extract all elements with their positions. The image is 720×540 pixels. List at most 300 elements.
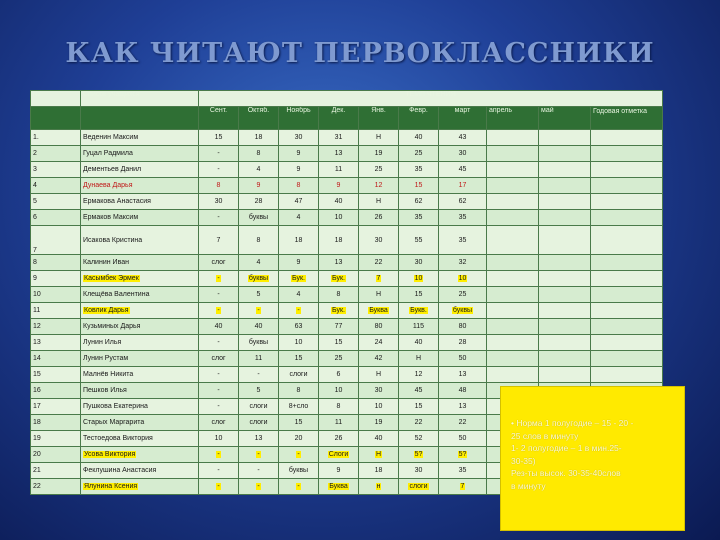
- tempo-value: буквы: [248, 275, 269, 282]
- tempo-cell: [359, 319, 399, 335]
- tempo-cell: [359, 287, 399, 303]
- tempo-cell: [591, 194, 663, 210]
- tempo-cell: [439, 319, 487, 335]
- tempo-value: 8: [256, 236, 261, 244]
- tempo-value: 30: [414, 259, 423, 266]
- table-row: [31, 319, 663, 335]
- tempo-cell: [239, 287, 279, 303]
- tempo-value: -: [217, 166, 220, 173]
- tempo-value: 9: [296, 166, 301, 173]
- tempo-value: -: [217, 214, 220, 221]
- month-header: Янв.: [359, 107, 399, 130]
- tempo-value: 17: [458, 182, 467, 189]
- tempo-cell: [279, 178, 319, 194]
- tempo-cell: [279, 447, 319, 463]
- month-header: Ноябрь: [279, 107, 319, 130]
- tempo-value: 26: [374, 214, 383, 221]
- tempo-value: 50: [458, 435, 467, 442]
- tempo-cell: [539, 351, 591, 367]
- tempo-cell: [439, 479, 487, 495]
- student-name: [81, 303, 199, 319]
- tempo-cell: [399, 226, 439, 255]
- tempo-cell: [399, 178, 439, 194]
- tempo-value: 22: [374, 259, 383, 266]
- tempo-cell: [439, 383, 487, 399]
- student-name-text: Дунаева Дарья: [83, 182, 133, 189]
- tempo-cell: [359, 463, 399, 479]
- month-header: Дек.: [319, 107, 359, 130]
- tempo-cell: [487, 335, 539, 351]
- tempo-cell: [487, 287, 539, 303]
- tempo-value: 52: [414, 435, 423, 442]
- page-title: КАК ЧИТАЮТ ПЕРВОКЛАССНИКИ: [65, 38, 655, 69]
- tempo-cell: [439, 351, 487, 367]
- student-name: [81, 146, 199, 162]
- tempo-cell: [279, 431, 319, 447]
- tempo-cell: [319, 399, 359, 415]
- tempo-value: 7: [216, 236, 221, 244]
- tempo-value: Буква: [369, 307, 388, 314]
- tempo-value: 7: [460, 483, 465, 490]
- tempo-cell: [239, 351, 279, 367]
- row-number: 13: [31, 335, 81, 351]
- tempo-value: Н: [375, 134, 382, 141]
- student-name: [81, 383, 199, 399]
- tempo-value: 31: [334, 134, 343, 141]
- tempo-value: 6: [336, 371, 341, 378]
- tempo-cell: [591, 303, 663, 319]
- tempo-value: 8: [336, 291, 341, 298]
- tempo-value: 10: [334, 214, 343, 221]
- tempo-value: 25: [374, 166, 383, 173]
- student-name: [81, 463, 199, 479]
- row-number: 16: [31, 383, 81, 399]
- row-number: 2: [31, 146, 81, 162]
- tempo-value: 10: [374, 403, 383, 410]
- tempo-cell: [319, 431, 359, 447]
- student-name-text: Пешков Илья: [83, 387, 127, 394]
- table-row: [31, 130, 663, 146]
- tempo-cell: [239, 383, 279, 399]
- tempo-cell: [279, 335, 319, 351]
- tempo-cell: [359, 146, 399, 162]
- tempo-value: 30: [374, 387, 383, 394]
- tempo-value: 7: [376, 275, 381, 282]
- tempo-value: н: [376, 483, 381, 490]
- tempo-cell: [199, 287, 239, 303]
- tempo-cell: [399, 287, 439, 303]
- tempo-cell: [199, 146, 239, 162]
- tempo-cell: [279, 351, 319, 367]
- tempo-value: 35: [414, 214, 423, 221]
- tempo-cell: [239, 194, 279, 210]
- tempo-cell: [439, 287, 487, 303]
- tempo-cell: [359, 415, 399, 431]
- tempo-value: 4: [256, 259, 261, 266]
- student-name-text: Феклушина Анастасия: [83, 467, 157, 474]
- student-name: [81, 226, 199, 255]
- row-number: 17: [31, 399, 81, 415]
- tempo-cell: [399, 367, 439, 383]
- tempo-cell: [539, 226, 591, 255]
- tempo-cell: [319, 319, 359, 335]
- table-row: [31, 194, 663, 210]
- tempo-cell: [539, 146, 591, 162]
- tempo-cell: [439, 447, 487, 463]
- tempo-cell: [239, 210, 279, 226]
- tempo-cell: [359, 194, 399, 210]
- tempo-cell: [359, 130, 399, 146]
- tempo-value: 48: [458, 387, 467, 394]
- tempo-cell: [239, 178, 279, 194]
- tempo-cell: [439, 255, 487, 271]
- student-name-text: Малнёв Никита: [83, 371, 134, 378]
- table-row: [31, 226, 663, 255]
- student-name: [81, 130, 199, 146]
- tempo-cell: [319, 130, 359, 146]
- student-name: [81, 351, 199, 367]
- tempo-cell: [591, 351, 663, 367]
- tempo-cell: [319, 287, 359, 303]
- tempo-value: 5: [256, 291, 261, 298]
- tempo-value: 4: [296, 291, 301, 298]
- month-header: Октяб.: [239, 107, 279, 130]
- tempo-cell: [359, 351, 399, 367]
- tempo-value: 22: [414, 419, 423, 426]
- tempo-cell: [439, 162, 487, 178]
- tempo-value: 40: [214, 323, 223, 330]
- tempo-value: 13: [334, 150, 343, 157]
- tempo-cell: [439, 415, 487, 431]
- student-name-text: Усова Виктория: [84, 451, 136, 458]
- tempo-cell: [399, 130, 439, 146]
- tempo-cell: [439, 130, 487, 146]
- tempo-cell: [319, 178, 359, 194]
- tempo-cell: [319, 255, 359, 271]
- tempo-value: буквы: [248, 339, 269, 346]
- tempo-cell: [199, 226, 239, 255]
- student-name-text: Калинин Иван: [83, 259, 129, 266]
- tempo-cell: [591, 146, 663, 162]
- row-number: 18: [31, 415, 81, 431]
- tempo-cell: [399, 303, 439, 319]
- tempo-cell: [239, 226, 279, 255]
- tempo-cell: [591, 271, 663, 287]
- tempo-cell: [539, 287, 591, 303]
- tempo-cell: [239, 431, 279, 447]
- tempo-cell: [487, 178, 539, 194]
- tempo-value: 11: [334, 166, 343, 173]
- row-number: 14: [31, 351, 81, 367]
- row-number: 7: [31, 226, 81, 255]
- student-name-text: Ялунина Ксения: [84, 483, 138, 490]
- tempo-cell: [319, 226, 359, 255]
- student-name-text: Тестоедова Виктория: [83, 435, 153, 442]
- tempo-cell: [487, 194, 539, 210]
- tempo-cell: [359, 335, 399, 351]
- row-number: 20: [31, 447, 81, 463]
- tempo-value: Н: [375, 291, 382, 298]
- tempo-cell: [591, 255, 663, 271]
- tempo-value: буквы: [452, 307, 473, 314]
- tempo-cell: [199, 162, 239, 178]
- tempo-cell: [487, 303, 539, 319]
- tempo-cell: [239, 479, 279, 495]
- student-name: [81, 415, 199, 431]
- row-number: 5: [31, 194, 81, 210]
- student-name-text: Клещёва Валентина: [83, 291, 150, 298]
- tempo-value: 62: [414, 198, 423, 205]
- tempo-value: 8+сло: [288, 403, 309, 410]
- tempo-cell: [239, 130, 279, 146]
- tempo-cell: [359, 431, 399, 447]
- tempo-cell: [199, 463, 239, 479]
- tempo-cell: [199, 303, 239, 319]
- tempo-value: 19: [374, 419, 383, 426]
- student-name: [81, 399, 199, 415]
- tempo-cell: [319, 479, 359, 495]
- tempo-cell: [399, 271, 439, 287]
- tempo-value: 30: [294, 134, 303, 141]
- tempo-cell: [199, 194, 239, 210]
- tempo-cell: [279, 130, 319, 146]
- tempo-cell: [539, 255, 591, 271]
- tempo-value: буквы: [248, 214, 269, 221]
- table-row: [31, 271, 663, 287]
- tempo-cell: [199, 210, 239, 226]
- tempo-value: слоги: [289, 371, 308, 378]
- tempo-cell: [279, 210, 319, 226]
- row-number: 1.: [31, 130, 81, 146]
- tempo-cell: [591, 367, 663, 383]
- tempo-cell: [239, 255, 279, 271]
- tempo-value: 10: [214, 435, 223, 442]
- tempo-cell: [399, 210, 439, 226]
- tempo-cell: [539, 271, 591, 287]
- tempo-cell: [239, 146, 279, 162]
- row-number: 22: [31, 479, 81, 495]
- tempo-value: 8: [296, 182, 301, 189]
- tempo-cell: [399, 415, 439, 431]
- row-number: 12: [31, 319, 81, 335]
- tempo-cell: [239, 335, 279, 351]
- tempo-value: -: [217, 387, 220, 394]
- month-header: апрель: [487, 107, 539, 130]
- tempo-value: 18: [254, 134, 263, 141]
- tempo-cell: [487, 210, 539, 226]
- tempo-value: 12: [414, 371, 423, 378]
- tempo-value: Слоги: [328, 451, 349, 458]
- tempo-cell: [279, 271, 319, 287]
- tempo-cell: [439, 431, 487, 447]
- table-row: [31, 162, 663, 178]
- tempo-value: 8: [336, 403, 341, 410]
- tempo-cell: [359, 399, 399, 415]
- tempo-cell: [199, 178, 239, 194]
- student-name: [81, 479, 199, 495]
- tempo-value: 13: [334, 259, 343, 266]
- tempo-value: 8: [296, 387, 301, 394]
- tempo-value: 35: [458, 467, 467, 474]
- tempo-cell: [279, 162, 319, 178]
- table-row: [31, 178, 663, 194]
- tempo-value: 35: [458, 214, 467, 221]
- tempo-cell: [239, 447, 279, 463]
- student-name-text: Старых Маргарита: [83, 419, 145, 426]
- tempo-value: 30: [374, 236, 383, 244]
- tempo-cell: [399, 255, 439, 271]
- tempo-cell: [487, 162, 539, 178]
- tempo-value: Н: [375, 451, 382, 458]
- table-row: [31, 303, 663, 319]
- tempo-cell: [239, 415, 279, 431]
- tempo-cell: [279, 194, 319, 210]
- tempo-value: 35: [414, 166, 423, 173]
- tempo-cell: [487, 146, 539, 162]
- tempo-value: 40: [334, 198, 343, 205]
- tempo-cell: [319, 415, 359, 431]
- tempo-cell: [399, 431, 439, 447]
- student-name: [81, 210, 199, 226]
- row-number: 15: [31, 367, 81, 383]
- tempo-value: 28: [458, 339, 467, 346]
- tempo-value: 4: [256, 166, 261, 173]
- tempo-cell: [279, 303, 319, 319]
- tempo-cell: [399, 463, 439, 479]
- tempo-cell: [399, 162, 439, 178]
- row-number: 3: [31, 162, 81, 178]
- tempo-value: 40: [414, 339, 423, 346]
- tempo-cell: [279, 479, 319, 495]
- tempo-value: 40: [254, 323, 263, 330]
- tempo-cell: [279, 287, 319, 303]
- tempo-value: 18: [334, 236, 343, 244]
- student-name: [81, 271, 199, 287]
- tempo-cell: [591, 226, 663, 255]
- tempo-cell: [279, 226, 319, 255]
- note-line: 1- 2 полугодие – 1 в мин.25-: [511, 443, 622, 453]
- tempo-value: 24: [374, 339, 383, 346]
- tempo-value: 12: [374, 182, 383, 189]
- tempo-cell: [239, 399, 279, 415]
- tempo-value: 10: [294, 339, 303, 346]
- tempo-cell: [539, 194, 591, 210]
- tempo-cell: [439, 399, 487, 415]
- tempo-cell: [199, 431, 239, 447]
- row-number: 19: [31, 431, 81, 447]
- tempo-cell: [439, 226, 487, 255]
- tempo-cell: [319, 351, 359, 367]
- header-name: Список учащихся: [81, 91, 199, 107]
- tempo-value: слог: [211, 355, 226, 362]
- tempo-value: 15: [214, 134, 223, 141]
- tempo-cell: [399, 399, 439, 415]
- tempo-cell: [319, 447, 359, 463]
- tempo-cell: [319, 146, 359, 162]
- tempo-cell: [591, 162, 663, 178]
- student-name: [81, 162, 199, 178]
- tempo-value: -: [217, 275, 220, 282]
- tempo-value: 45: [414, 387, 423, 394]
- tempo-value: 15: [334, 339, 343, 346]
- tempo-value: 15: [294, 355, 303, 362]
- student-name-text: Пушкова Екатерина: [83, 403, 148, 410]
- row-number: 8: [31, 255, 81, 271]
- tempo-value: 32: [458, 259, 467, 266]
- tempo-value: -: [297, 307, 300, 314]
- tempo-value: -: [217, 451, 220, 458]
- tempo-cell: [319, 463, 359, 479]
- tempo-value: -: [297, 451, 300, 458]
- note-line: 30-35): [511, 455, 536, 466]
- tempo-cell: [399, 146, 439, 162]
- tempo-cell: [199, 383, 239, 399]
- tempo-cell: [399, 479, 439, 495]
- tempo-value: 9: [336, 467, 341, 474]
- tempo-value: 26: [334, 435, 343, 442]
- table-row: [31, 146, 663, 162]
- tempo-value: 18: [294, 236, 303, 244]
- tempo-value: -: [257, 307, 260, 314]
- tempo-value: 20: [294, 435, 303, 442]
- tempo-value: 30: [458, 150, 467, 157]
- tempo-cell: [487, 367, 539, 383]
- tempo-cell: [359, 447, 399, 463]
- tempo-value: 5?: [414, 451, 423, 458]
- tempo-cell: [199, 367, 239, 383]
- tempo-cell: [319, 162, 359, 178]
- student-name-text: Исакова Кристина: [83, 236, 143, 244]
- tempo-cell: [591, 178, 663, 194]
- tempo-cell: [591, 319, 663, 335]
- tempo-value: 11: [254, 355, 263, 362]
- tempo-value: 10: [334, 387, 343, 394]
- student-name-text: Гуцал Радмила: [83, 150, 133, 157]
- tempo-cell: [439, 194, 487, 210]
- tempo-value: 28: [254, 198, 263, 205]
- tempo-cell: [199, 351, 239, 367]
- tempo-cell: [439, 367, 487, 383]
- tempo-cell: [279, 415, 319, 431]
- tempo-cell: [199, 130, 239, 146]
- student-name-text: Ермакова Анастасия: [83, 198, 151, 205]
- tempo-value: -: [217, 150, 220, 157]
- tempo-cell: [399, 351, 439, 367]
- tempo-cell: [487, 351, 539, 367]
- student-name: [81, 335, 199, 351]
- student-name-text: Ермаков Максим: [83, 214, 139, 221]
- student-name-text: Дементьев Данил: [83, 166, 142, 173]
- row-number: 4: [31, 178, 81, 194]
- row-number: 21: [31, 463, 81, 479]
- tempo-value: Букв.: [410, 307, 427, 314]
- tempo-value: 11: [334, 419, 343, 426]
- tempo-cell: [239, 162, 279, 178]
- tempo-cell: [539, 130, 591, 146]
- tempo-cell: [359, 383, 399, 399]
- tempo-value: 18: [374, 467, 383, 474]
- tempo-value: Бук.: [332, 307, 345, 314]
- tempo-cell: [199, 335, 239, 351]
- tempo-value: 30: [414, 467, 423, 474]
- tempo-cell: [359, 210, 399, 226]
- tempo-cell: [239, 303, 279, 319]
- month-header: Годовая отметка: [591, 107, 663, 130]
- tempo-cell: [439, 178, 487, 194]
- tempo-value: -: [257, 483, 260, 490]
- tempo-cell: [591, 287, 663, 303]
- tempo-value: Бук.: [332, 275, 345, 282]
